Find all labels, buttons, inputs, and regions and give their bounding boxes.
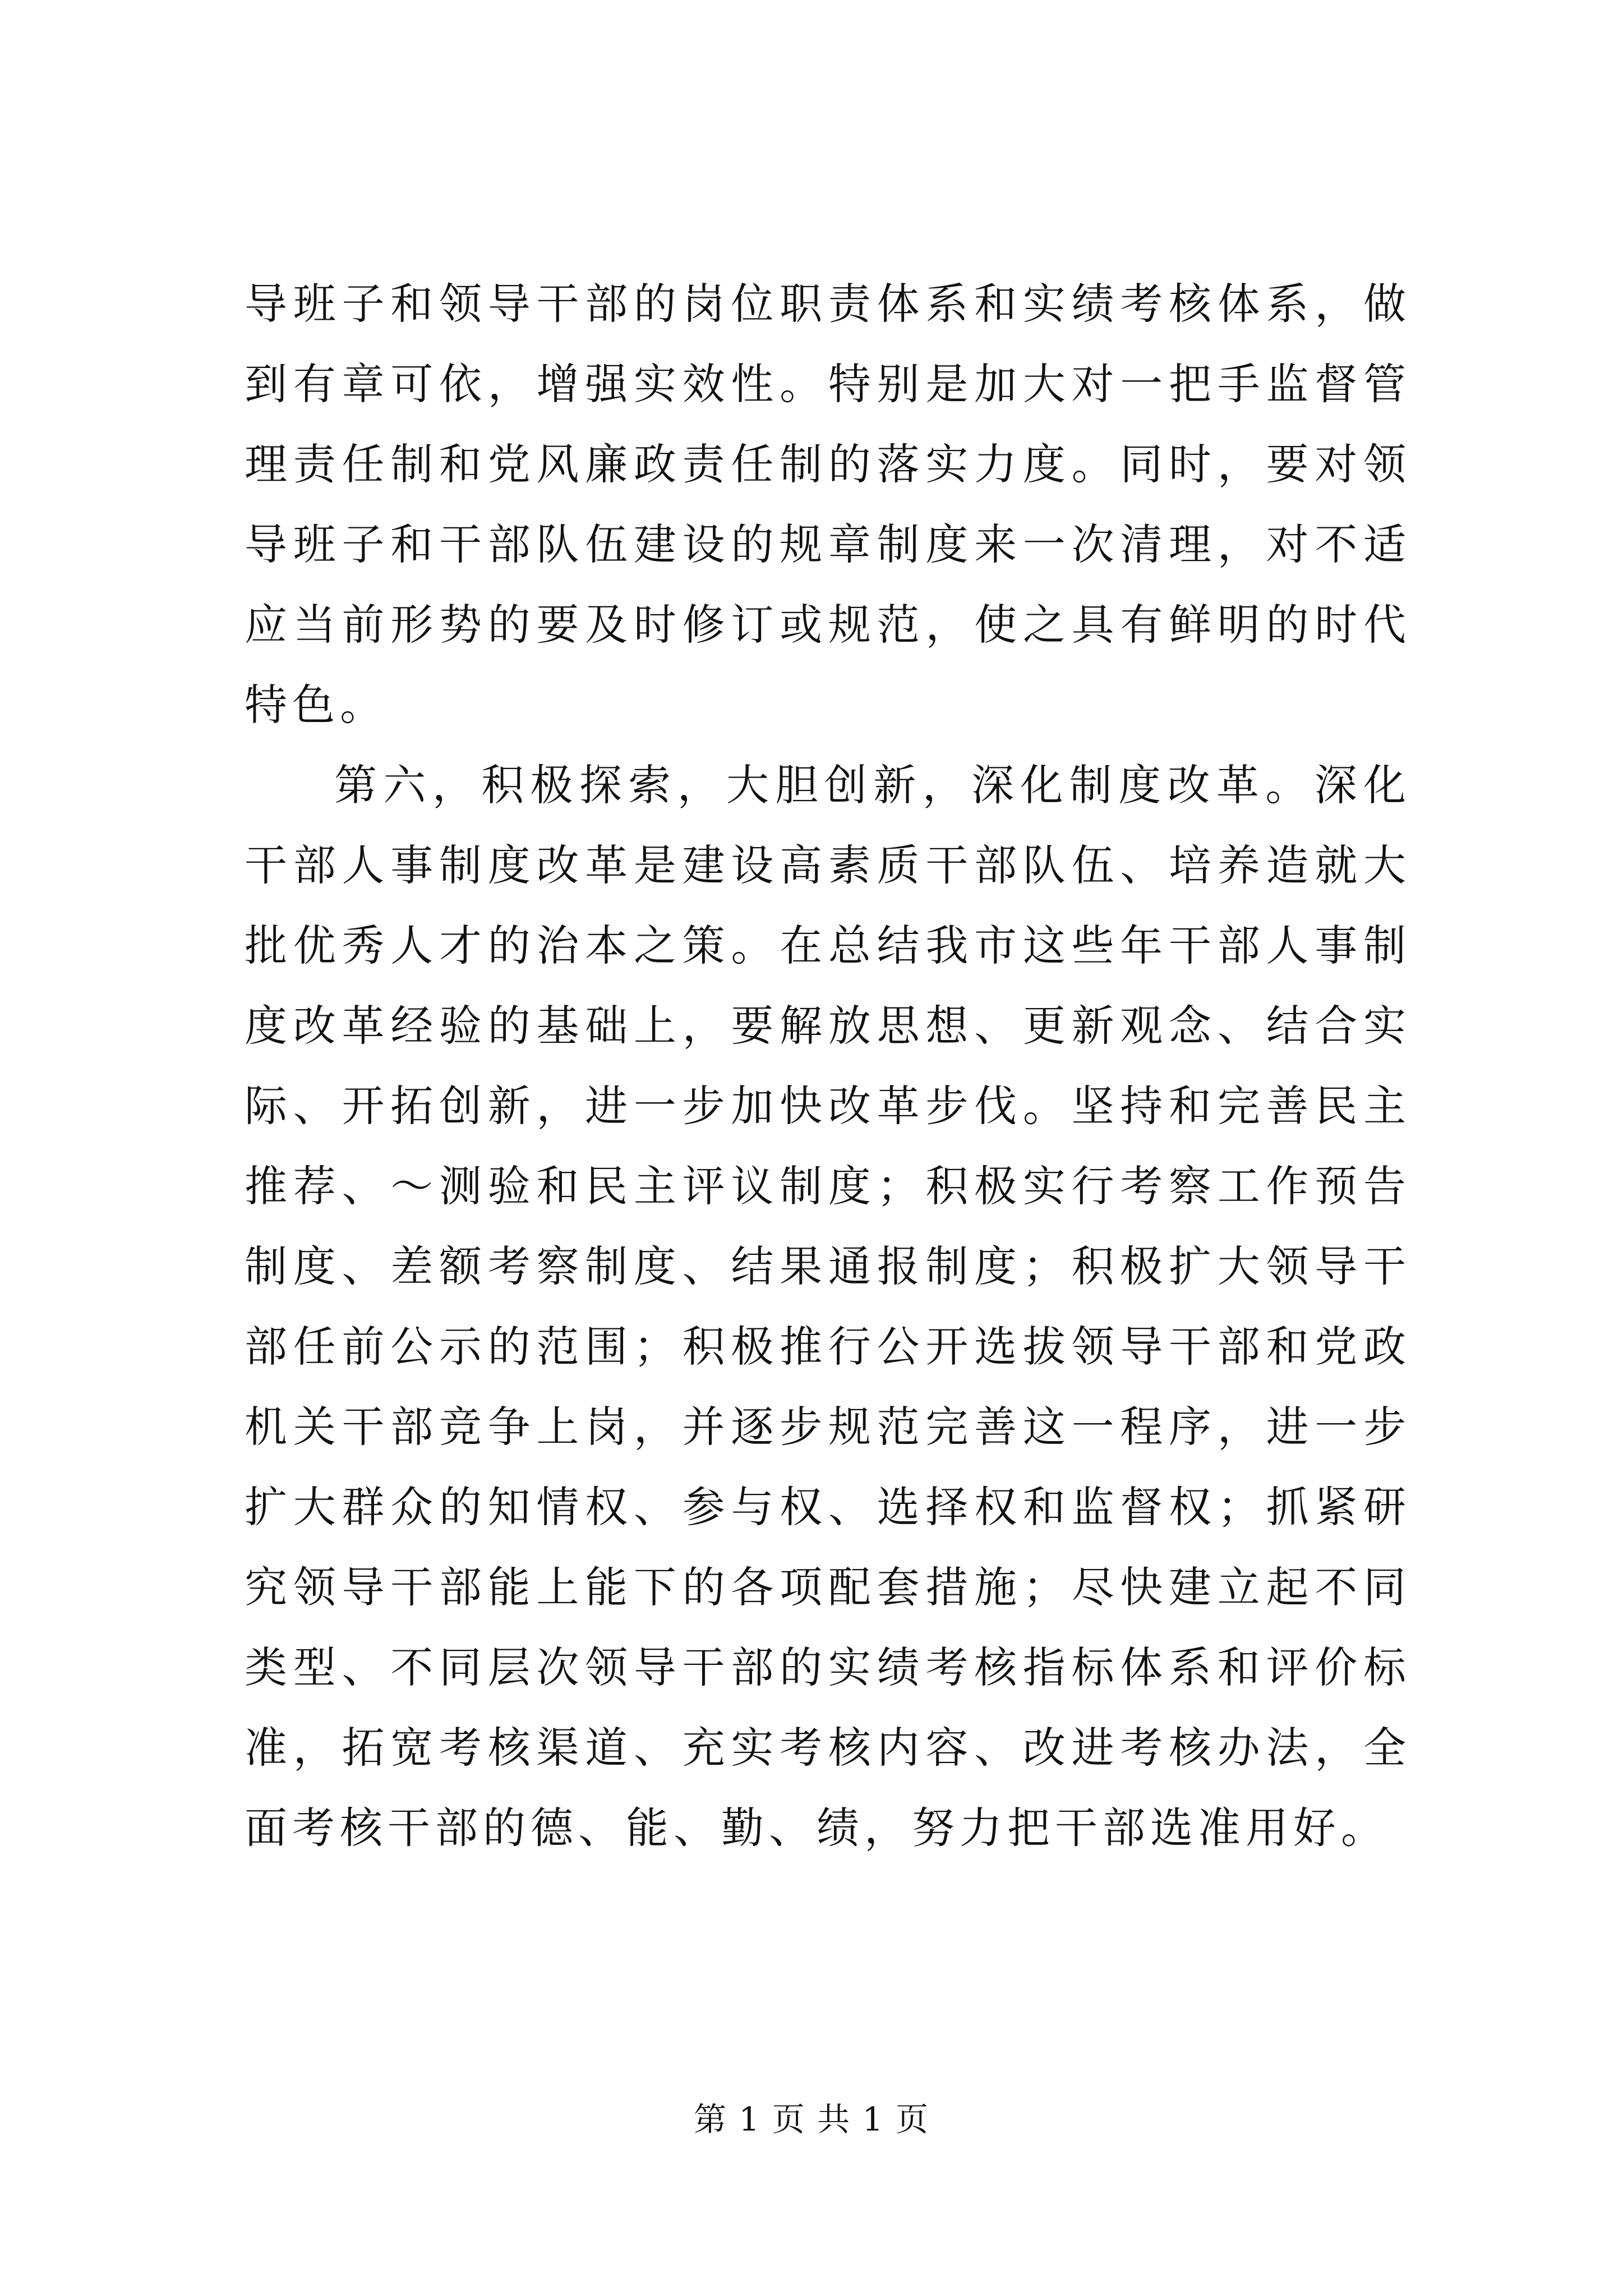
paragraph-continued: 导班子和领导干部的岗位职责体系和实绩考核体系，做到有章可依，增强实效性。特别是加大对一把手监督管理责任制和党风廉政责任制的落实力度。同时，要对领导班子和干部队伍建设的规章制度来一次清理，对不适应当前形势的要及时修订或规范，使之具有鲜明的时代特色。 — [245, 279, 1411, 730]
document-body — [245, 264, 1411, 1868]
page-number-footer: 第 1 页 共 1 页 — [694, 2100, 929, 2138]
paragraph-sixth-point: 第六，积极探索，大胆创新，深化制度改革。深化干部人事制度改革是建设高素质干部队伍、培养造就大批优秀人才的治本之策。在总结我市这些年干部人事制度改革经验的基础上，要解放思想、更新观念、结合实际、开拓创新，进一步加快改革步伐。坚持和完善民主推荐、～测验和民主评议制度；积极实行考察工作预告制度、差额考察制度、结果通报制度；积极扩大领导干部任前公示的范围；积极推行公开选拔领导干部和党政机关干部竞争上岗，并逐步规范完善这一程序，进一步扩大群众的知情权、参与权、选择权和监督权；抓紧研究领导干部能上能下的各项配套措施；尽快建立起不同类型、不同层次领导干部的实绩考核指标体系和评价标准，拓宽考核渠道、充实考核内容、改进考核办法，全面考核干部的德、能、勤、绩，努力把干部选准用好。 — [245, 760, 1411, 1853]
